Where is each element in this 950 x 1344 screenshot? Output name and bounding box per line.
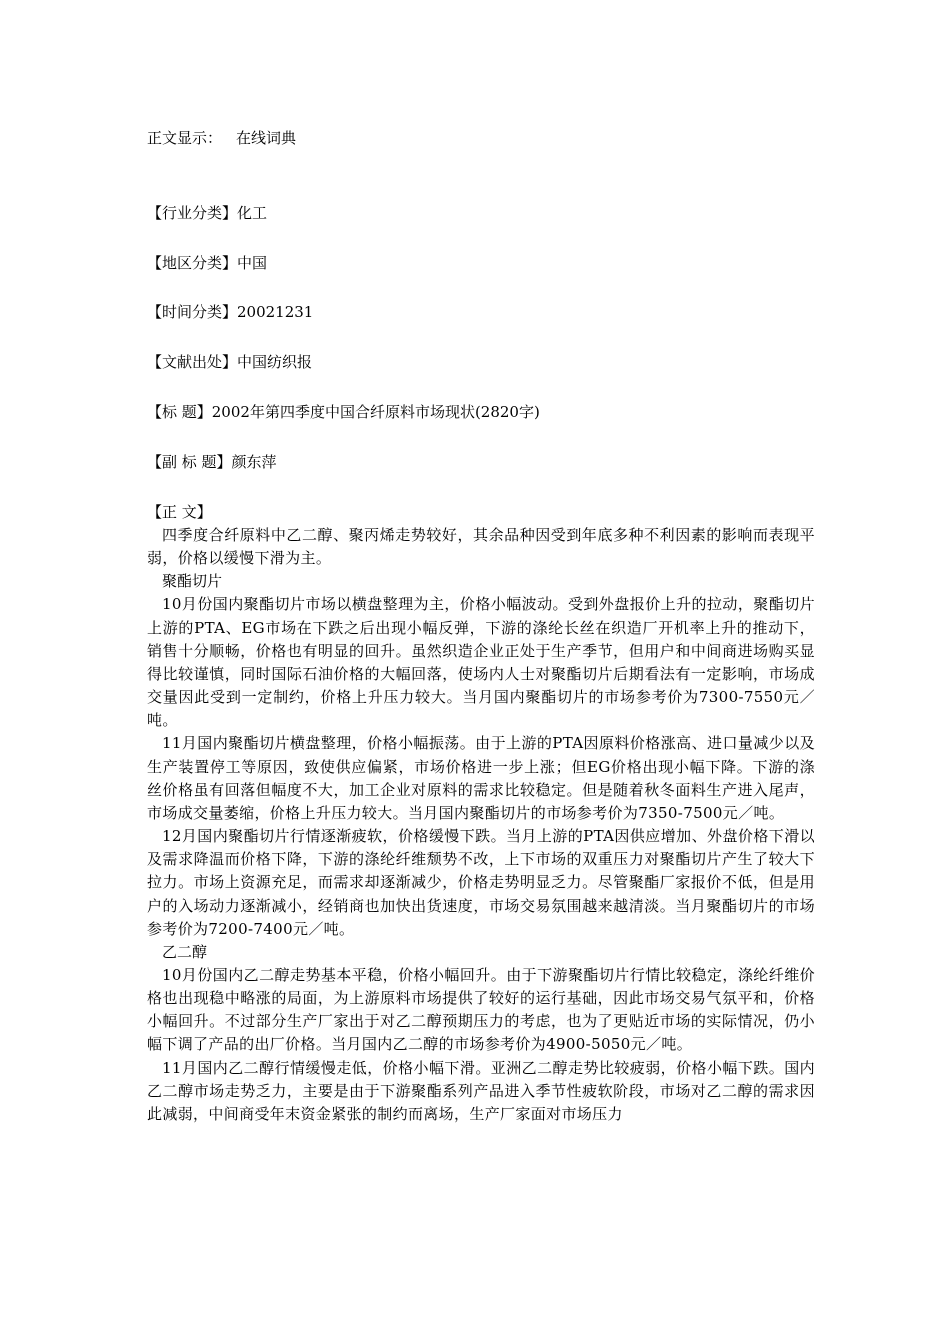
paragraph: 10月份国内聚酯切片市场以横盘整理为主，价格小幅波动。受到外盘报价上升的拉动，聚酯切片上游的PTA、EG市场在下跌之后出现小幅反弹，下游的涤纶长丝在织造厂开机率上升的推动下，销售十分顺畅，价格也有明显的回升。虽然织造企业正处于生产季节，但用户和中间商进场购买显得比较谨慎，同时国际石油价格的大幅回落，使场内人士对聚酯切片后期看法有一定影响，市场成交量因此受到一定制约，价格上升压力较大。当月国内聚酯切片的市场参考价为7300-7550元／吨。 [147, 595, 815, 730]
paragraph: 12月国内聚酯切片行情逐渐疲软，价格缓慢下跌。当月上游的PTA因供应增加、外盘价格下滑以及需求降温而价格下降，下游的涤纶纤维颓势不改，上下市场的双重压力对聚酯切片产生了较大下拉力。市场上资源充足，而需求却逐渐减少，价格走势明显乏力。尽管聚酯厂家报价不低，但是用户的入场动力逐渐减小，经销商也加快出货速度，市场交易氛围越来越清淡。当月聚酯切片的市场参考价为7200-7400元／吨。 [147, 827, 815, 938]
article-body [147, 502, 815, 1126]
paragraph: 11月国内聚酯切片横盘整理，价格小幅振荡。由于上游的PTA因原料价格涨高、进口量减少以及生产装置停工等原因，致使供应偏紧，市场价格进一步上涨；但EG价格出现小幅下降。下游的涤丝价格虽有回落但幅度不大，加工企业对原料的需求比较稳定。但是随着秋冬面料生产进入尾声，市场成交量萎缩，价格上升压力较大。当月国内聚酯切片的市场参考价为7350-7500元／吨。 [147, 734, 815, 822]
paragraph: 10月份国内乙二醇走势基本平稳，价格小幅回升。由于下游聚酯切片行情比较稳定，涤纶纤维价格也出现稳中略涨的局面，为上游原料市场提供了较好的运行基础，因此市场交易气氛平和，价格小幅回升。不过部分生产厂家出于对乙二醇预期压力的考虑，也为了更贴近市场的实际情况，仍小幅下调了产品的出厂价格。当月国内乙二醇的市场参考价为4900-5050元／吨。 [147, 965, 815, 1054]
article-title: 【标 题】2002年第四季度中国合纤原料市场现状(2820字) [147, 403, 540, 421]
online-dictionary-link[interactable]: 在线词典 [236, 129, 297, 147]
source-publication: 【文献出处】中国纺织报 [147, 353, 313, 371]
article-subtitle: 【副 标 题】颜东萍 [147, 453, 277, 471]
body-label: 【正 文】 [147, 503, 212, 521]
display-header [147, 128, 296, 148]
paragraph: 四季度合纤原料中乙二醇、聚丙烯走势较好，其余品种因受到年底多种不利因素的影响而表现平弱，价格以缓慢下滑为主。 [147, 526, 815, 568]
time-category: 【时间分类】20021231 [147, 303, 314, 321]
region-category: 【地区分类】中国 [147, 254, 268, 272]
paragraph: 11月国内乙二醇行情缓慢走低，价格小幅下滑。亚洲乙二醇走势比较疲弱，价格小幅下跌。国内乙二醇市场走势乏力，主要是由于下游聚酯系列产品进入季节性疲软阶段，市场对乙二醇的需求因此减弱，中间商受年末资金紧张的制约而离场，生产厂家面对市场压力 [147, 1058, 815, 1123]
section-heading: 乙二醇 [162, 942, 208, 961]
industry-category: 【行业分类】化工 [147, 204, 268, 222]
display-label: 正文显示： [147, 129, 223, 147]
section-heading: 聚酯切片 [162, 572, 223, 591]
